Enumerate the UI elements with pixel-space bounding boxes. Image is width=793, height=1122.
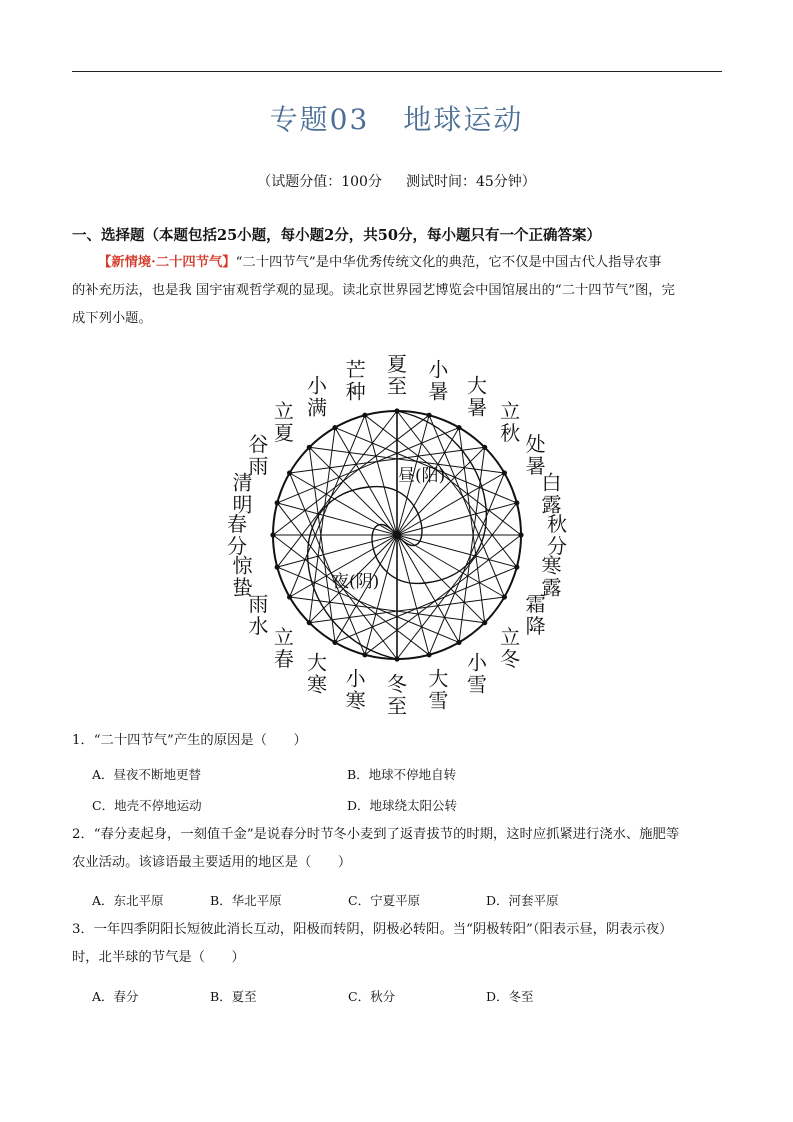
q1-option-c[interactable]: C．地壳不停地运动 xyxy=(92,798,202,813)
term-dot xyxy=(332,640,337,645)
chord-line xyxy=(309,597,504,623)
chord-line xyxy=(277,411,397,567)
term-label: 立冬 xyxy=(500,625,521,672)
term-label: 小寒 xyxy=(345,666,366,713)
intro-tag: 【新情境·二十四节气】 xyxy=(98,255,236,270)
chord-line xyxy=(397,411,517,567)
q1-option-a[interactable]: A．昼夜不断地更替 xyxy=(92,767,202,782)
center-dot xyxy=(393,531,401,539)
question-2 xyxy=(72,821,722,877)
term-label: 小雪 xyxy=(467,650,487,697)
day-label: 昼(阳) xyxy=(398,466,446,486)
term-dot xyxy=(502,594,507,599)
term-label: 霜降 xyxy=(525,592,546,638)
chord-line xyxy=(429,415,504,597)
chord-line xyxy=(429,473,504,655)
chord-line xyxy=(273,535,429,655)
term-label: 惊蛰 xyxy=(232,553,253,600)
chord-line xyxy=(290,415,365,597)
term-dot xyxy=(394,408,399,413)
term-label: 雨水 xyxy=(248,592,269,638)
chord-line xyxy=(290,447,485,473)
q1-option-d[interactable]: D．地球绕太阳公转 xyxy=(347,798,458,813)
term-dot xyxy=(307,445,312,450)
q3-option-c[interactable]: C．秋分 xyxy=(348,989,396,1004)
term-label: 清明 xyxy=(232,470,253,517)
intro-text-2: 的补充历法，也是我 国宇宙观哲学观的显现。读北京世界园艺博览会中国馆展出的“二十四节气”图，完 xyxy=(72,283,675,298)
title-part1: 专题03 xyxy=(269,103,370,136)
term-label: 立夏 xyxy=(273,398,294,445)
spoke-line xyxy=(335,428,397,535)
term-dot xyxy=(514,565,519,570)
question-3-stem: 3．一年四季阴阳长短彼此消长互动，阳极而转阴，阴极必转阳。当“阴极转阳”（阳表示昼，阴表示夜） xyxy=(72,922,673,937)
spoke-line xyxy=(397,535,459,642)
page-title xyxy=(0,98,793,138)
term-dot xyxy=(427,652,432,657)
term-dot xyxy=(502,470,507,475)
term-dot xyxy=(482,620,487,625)
spoke-line xyxy=(397,535,429,655)
exam-info xyxy=(0,171,793,191)
spoke-line xyxy=(397,535,504,597)
term-label: 小暑 xyxy=(428,357,449,404)
term-label: 白露 xyxy=(541,470,562,517)
term-dot xyxy=(514,500,519,505)
term-label: 芒种 xyxy=(345,357,366,404)
term-dot xyxy=(456,425,461,430)
term-dot xyxy=(275,565,280,570)
term-label: 秋分 xyxy=(547,512,567,558)
chord-line xyxy=(290,473,365,655)
time-label: 测试时间：45分钟） xyxy=(405,174,536,190)
spoke-line xyxy=(365,415,397,535)
chord-line xyxy=(459,428,485,623)
term-label: 小满 xyxy=(307,373,327,420)
spoke-line xyxy=(397,535,517,567)
chord-line xyxy=(365,535,521,655)
term-dot xyxy=(307,620,312,625)
question-3-stem-cont: 时，北半球的节气是（ ） xyxy=(72,950,245,965)
term-dot xyxy=(362,652,367,657)
q2-option-b[interactable]: B．华北平原 xyxy=(210,893,282,908)
spoke-line xyxy=(277,503,397,535)
term-label: 立春 xyxy=(273,625,294,672)
header-rule xyxy=(72,71,722,72)
spoke-line xyxy=(290,473,397,535)
q3-option-a[interactable]: A．春分 xyxy=(92,989,139,1004)
term-label: 夏至 xyxy=(387,352,407,398)
solar-terms-svg xyxy=(200,343,590,718)
section-heading: 一、选择题（本题包括25小题，每小题2分，共50分，每小题只有一个正确答案） xyxy=(72,227,601,244)
term-label: 谷雨 xyxy=(248,432,269,478)
title-part2: 地球运动 xyxy=(403,103,524,136)
q2-option-c[interactable]: C．宁夏平原 xyxy=(348,893,421,908)
term-dot xyxy=(427,413,432,418)
term-label: 大雪 xyxy=(428,666,449,713)
intro-text-1: “二十四节气”是中华优秀传统文化的典范，它不仅是中国古代人指导农事 xyxy=(235,255,662,270)
question-3 xyxy=(72,916,722,972)
term-label: 立秋 xyxy=(500,398,521,445)
question-1-stem: 1．“二十四节气”产生的原因是（ ） xyxy=(72,733,307,748)
term-label: 处暑 xyxy=(525,432,546,478)
night-label: 夜(阴) xyxy=(332,572,380,592)
chord-line xyxy=(309,447,335,642)
question-2-stem: 2．“春分麦起身，一刻值千金”是说春分时节冬小麦到了返青拔节的时期，这时应抓紧进行浇水、施肥等 xyxy=(72,827,680,842)
spoke-line xyxy=(365,535,397,655)
question-1 xyxy=(72,727,722,755)
term-dot xyxy=(287,594,292,599)
intro-paragraph xyxy=(72,249,722,333)
q3-option-d[interactable]: D．冬至 xyxy=(486,989,534,1004)
q2-option-a[interactable]: A．东北平原 xyxy=(92,893,164,908)
term-label: 大寒 xyxy=(307,650,327,697)
term-label: 春分 xyxy=(227,512,247,558)
term-dot xyxy=(394,656,399,661)
term-dot xyxy=(482,445,487,450)
term-label: 冬至 xyxy=(387,672,407,718)
intro-text-3: 成下列小题。 xyxy=(72,311,152,326)
solar-terms-diagram xyxy=(200,343,590,718)
term-dot xyxy=(332,425,337,430)
term-dot xyxy=(275,500,280,505)
question-2-stem-cont: 农业活动。该谚语最主要适用的地区是（ ） xyxy=(72,855,352,870)
term-dot xyxy=(456,640,461,645)
term-dot xyxy=(362,413,367,418)
term-dot xyxy=(287,470,292,475)
term-label: 大暑 xyxy=(467,373,487,420)
term-dot xyxy=(518,532,523,537)
q1-option-b[interactable]: B．地球不停地自转 xyxy=(347,767,457,782)
q3-option-b[interactable]: B．夏至 xyxy=(210,989,257,1004)
score-label: （试题分值：100分 xyxy=(257,174,382,190)
term-dot xyxy=(270,532,275,537)
chord-line xyxy=(397,503,517,659)
q2-option-d[interactable]: D．河套平原 xyxy=(486,893,559,908)
term-label: 寒露 xyxy=(541,553,562,600)
